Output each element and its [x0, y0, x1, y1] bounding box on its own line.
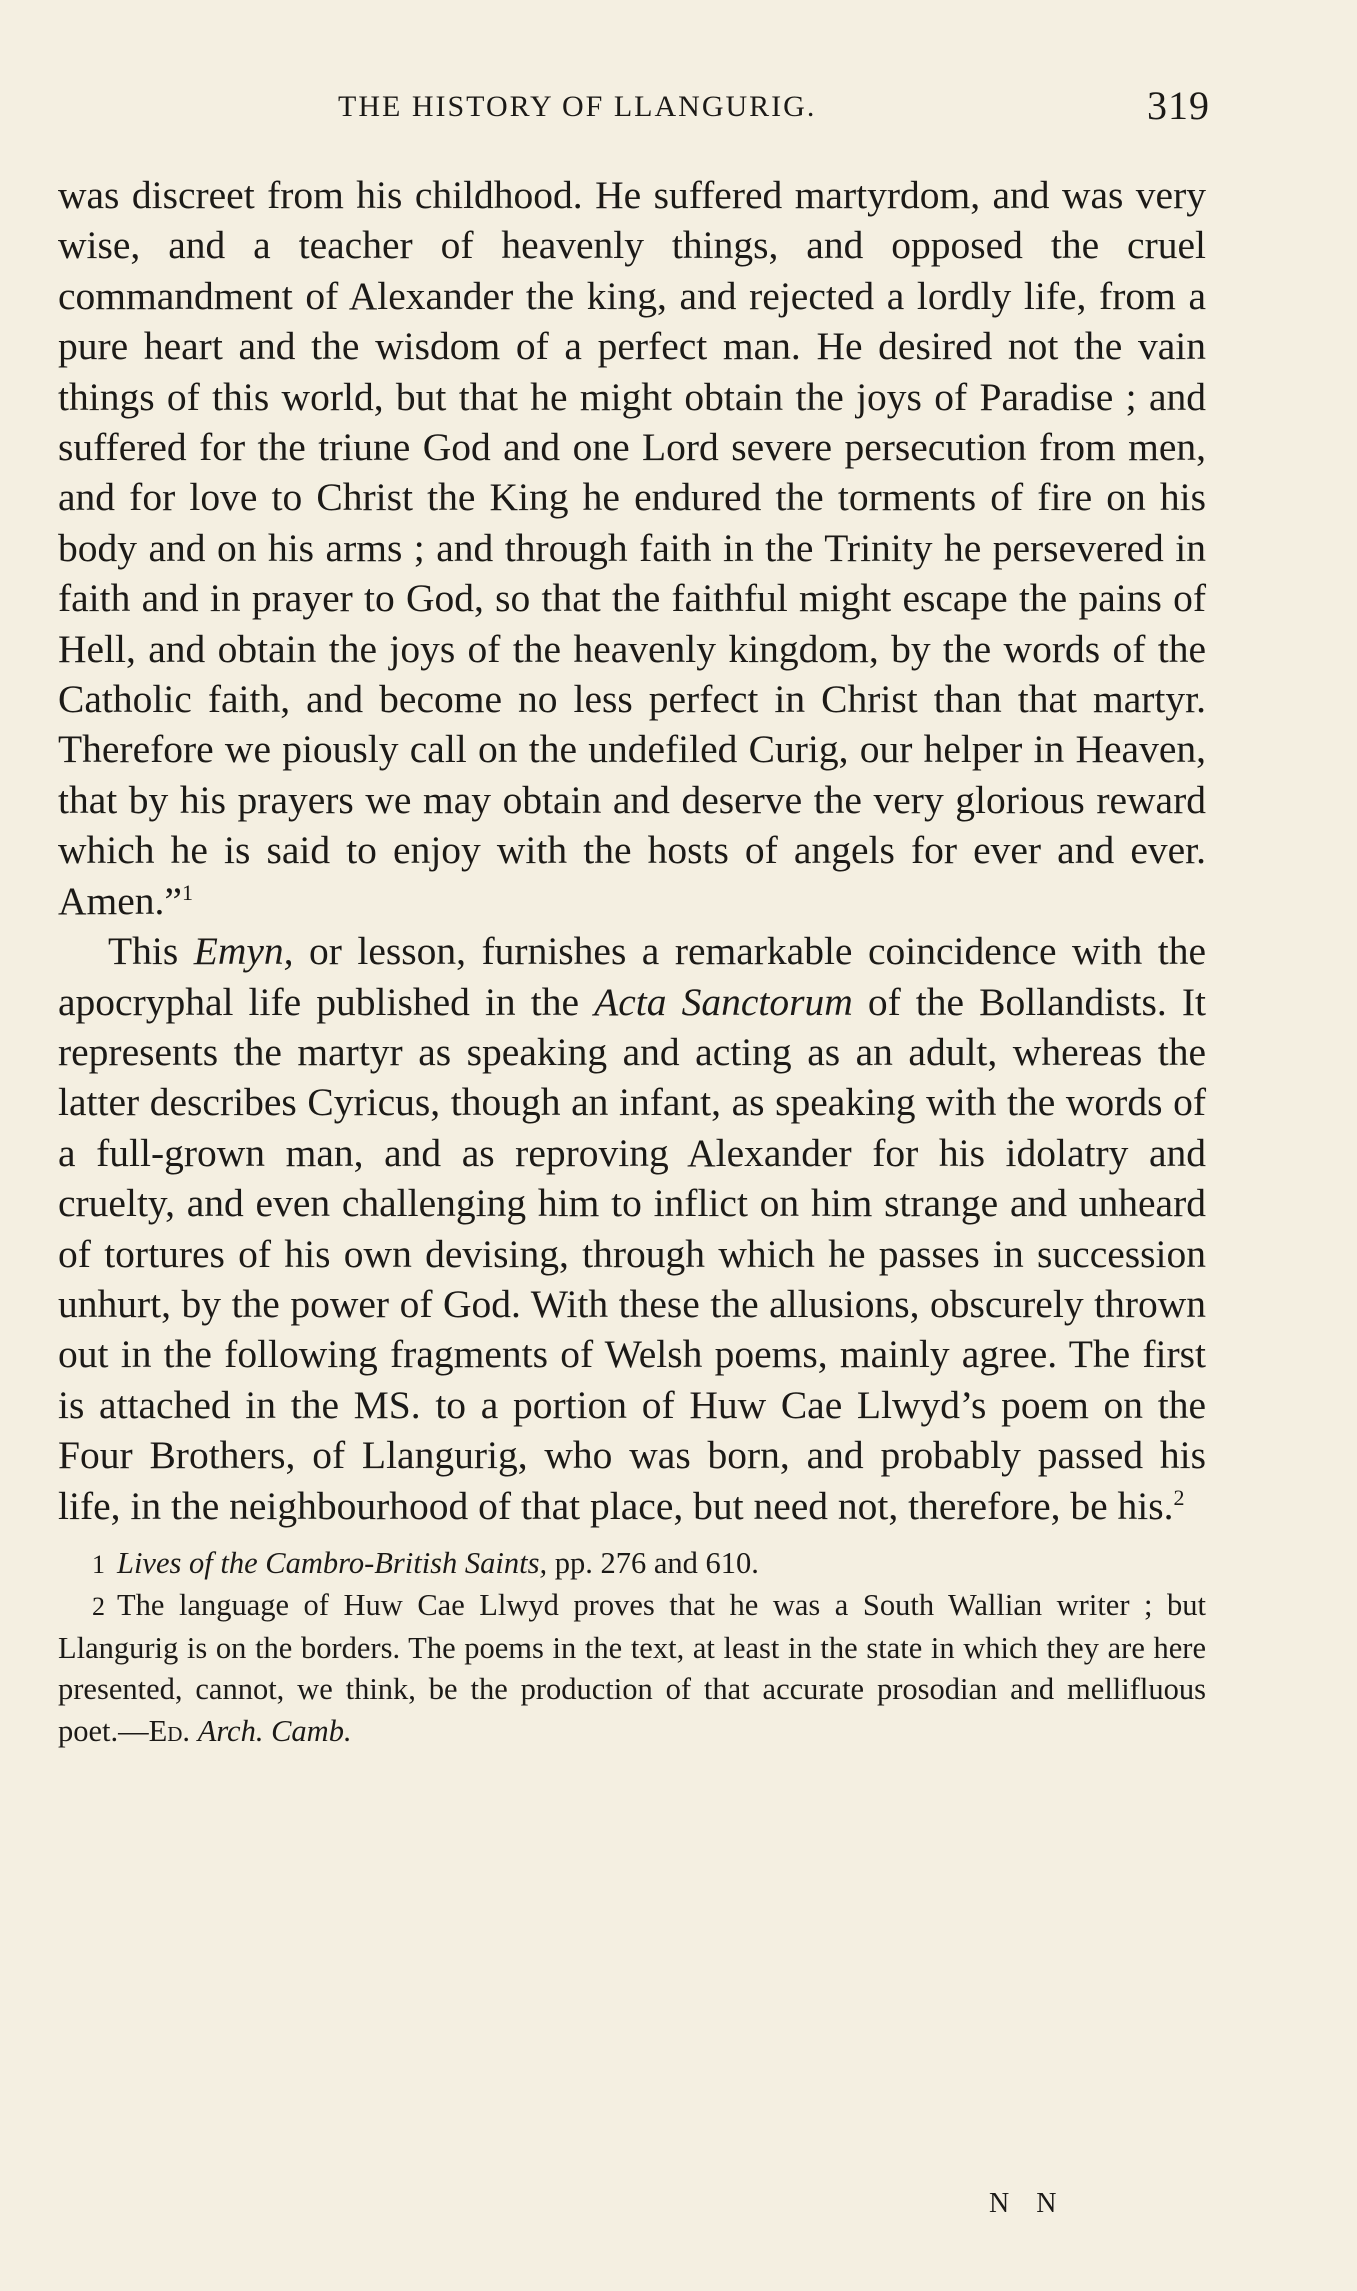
- paragraph-1: [58, 170, 1206, 926]
- footnote-1-number: 1: [92, 1549, 105, 1579]
- emyn-term: Emyn,: [193, 929, 294, 974]
- acta-sanctorum-title: Acta Sanctorum: [594, 979, 853, 1024]
- running-head: [58, 78, 1210, 152]
- footnote-2-source: Arch. Camb.: [197, 1713, 352, 1748]
- body-text: [58, 170, 1206, 1531]
- footnote-ref-1: 1: [181, 879, 193, 905]
- footnotes: [58, 1543, 1206, 1753]
- footnote-1-title: Lives of the Cambro-British Saints,: [117, 1545, 548, 1580]
- footnote-2-text: The language of Huw Cae Llwyd proves that he was a South Wallian writer ; but Llangurig is on the borders. The poems in the text, at least in the state in which they are here presented, cannot, we think, be the production of that accurate prosodian and mellifluous poet.—: [58, 1588, 1206, 1748]
- paragraph-2-lead: This: [108, 929, 194, 974]
- paragraph-2-part-b: or lesson, furnishes a remarkable coincidence with the apocryphal life published in the: [58, 929, 1206, 1024]
- paragraph-2-part-c: of the Bollandists. It represents the martyr as speaking and acting as an adult, whereas the latter describes Cyricus, though an infant, as speaking with the words of a full-grown man, and as reproving Alexander for his idolatry and cruelty, and even challenging him to inflict on him strange and unheard of tortures of his own devising, through which he passes in succession unhurt, by the power of God. With these the allusions, obscurely thrown out in the following fragments of Welsh poems, mainly agree. The first is attached in the MS. to a portion of Huw Cae Llwyd’s poem on the Four Brothers, of Llangurig, who was born, and probably passed his life, in the neighbourhood of that place, but need not, therefore, be his.: [58, 979, 1206, 1528]
- paragraph-2: [58, 926, 1206, 1531]
- footnote-1: [58, 1543, 1206, 1586]
- footnote-2-number: 2: [92, 1592, 105, 1622]
- footnote-ref-2: 2: [1173, 1484, 1185, 1510]
- running-title: THE HISTORY OF LLANGURIG.: [338, 90, 817, 123]
- page-number: 319: [1147, 83, 1210, 128]
- footnote-1-text: pp. 276 and 610.: [547, 1545, 759, 1580]
- footnote-2-editor: Ed.: [148, 1713, 191, 1748]
- book-page: [58, 78, 1210, 1752]
- signature-mark: N N: [989, 2188, 1067, 2219]
- paragraph-1-text: was discreet from his childhood. He suffered martyrdom, and was very wise, and a teacher of heavenly things, and opposed the cruel commandment of Alexander the king, and rejected a lordly life, from a pure heart and the wisdom of a perfect man. He desired not the vain things of this world, but that he might obtain the joys of Paradise ; and suffered for the triune God and one Lord severe persecution from men, and for love to Christ the King he endured the torments of fire on his body and on his arms ; and through faith in the Trinity he persevered in faith and in prayer to God, so that the faithful might escape the pains of Hell, and obtain the joys of the heavenly kingdom, by the words of the Catholic faith, and become no less perfect in Christ than that martyr. Therefore we piously call on the undefiled Curig, our helper in Heaven, that by his prayers we may obtain and deserve the very glorious reward which he is said to enjoy with the hosts of angels for ever and ever. Amen.”: [58, 173, 1206, 923]
- footnote-2: [58, 1585, 1206, 1752]
